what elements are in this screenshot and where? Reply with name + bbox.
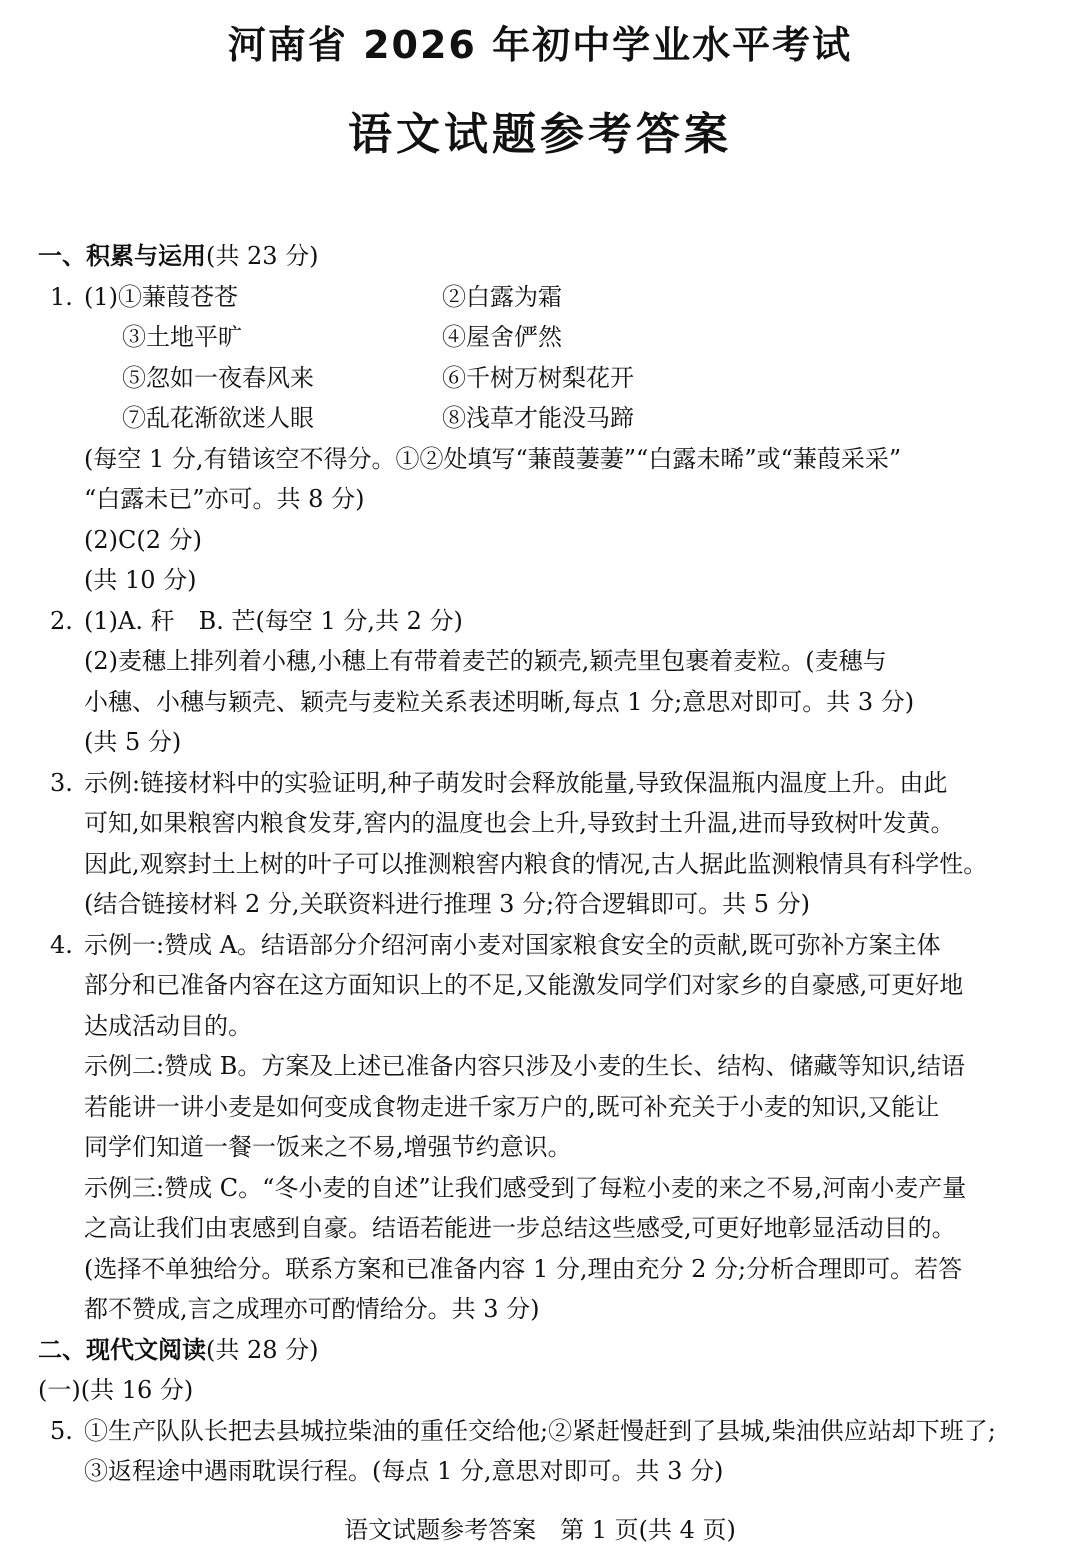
question-number: 4. — [50, 930, 73, 959]
q4-line: 达成活动目的。 — [84, 1011, 252, 1040]
blank-answer: ④屋舍俨然 — [442, 323, 562, 351]
q1-part1-label: (1) — [84, 282, 118, 311]
q4-line: 示例三:赞成 C。“冬小麦的自述”让我们感受到了每粒小麦的来之不易,河南小麦产量 — [84, 1173, 967, 1202]
blank-answer: ⑧浅草才能没马蹄 — [442, 404, 634, 432]
q2-total: (共 5 分) — [84, 728, 182, 756]
q4-line: 之高让我们由衷感到自豪。结语若能进一步总结这些感受,可更好地彰显活动目的。 — [84, 1214, 956, 1242]
q5-line: ③返程途中遇雨耽误行程。(每点 1 分,意思对即可。共 3 分) — [84, 1457, 724, 1485]
q1-row-3 — [38, 358, 1050, 399]
q5-row: 5. ①生产队队长把去县城拉柴油的重任交给他;②紧赶慢赶到了县城,柴油供应站却下班了; — [38, 1411, 1050, 1452]
blank-answer: ⑤忽如一夜春风来 — [122, 363, 314, 392]
exam-title: 河南省 2026 年初中学业水平考试 — [227, 23, 853, 67]
q2-part2: 小穗、小穗与颖壳、颖壳与麦粒关系表述明晰,每点 1 分;意思对即可。共 3 分) — [84, 687, 915, 716]
q4-line: 若能讲一讲小麦是如何变成食物走进千家万户的,既可补充关于小麦的知识,又能让 — [84, 1092, 940, 1121]
q1-part2: (2)C(2 分) — [84, 525, 202, 554]
q1-note: (每空 1 分,有错该空不得分。①②处填写“蒹葭萋萋”“白露未晞”或“蒹葭采采” — [84, 444, 902, 473]
blank-answer: ①蒹葭苍苍 — [118, 282, 238, 311]
question-number: 3. — [50, 768, 73, 797]
q1-row-1 — [38, 277, 1050, 318]
section-heading-1: 一、积累与运用(共 23 分) — [38, 242, 319, 270]
q4-line: 部分和已准备内容在这方面知识上的不足,又能激发同学们对家乡的自豪感,可更好地 — [84, 971, 964, 999]
blank-answer: ③土地平旷 — [122, 323, 242, 351]
q3-line: 可知,如果粮窖内粮食发芽,窖内的温度也会上升,导致封土升温,进而导致树叶发黄。 — [84, 809, 955, 837]
answer-key-title: 语文试题参考答案 — [348, 109, 732, 160]
question-number: 2. — [50, 606, 73, 635]
q4-line: 同学们知道一餐一饭来之不易,增强节约意识。 — [84, 1133, 572, 1161]
q3-row: 3. 示例:链接材料中的实验证明,种子萌发时会释放能量,导致保温瓶内温度上升。由此 — [38, 763, 1050, 804]
question-number: 5. — [50, 1416, 73, 1445]
q1-total: (共 10 分) — [84, 566, 197, 594]
q4-row: 4. 示例一:赞成 A。结语部分介绍河南小麦对国家粮食安全的贡献,既可弥补方案主体 — [38, 925, 1050, 966]
section-heading-2: 二、现代文阅读(共 28 分) — [38, 1335, 319, 1364]
q4-line: 示例二:赞成 B。方案及上述已准备内容只涉及小麦的生长、结构、储藏等知识,结语 — [84, 1052, 965, 1080]
q2-row: 2. (1)A. 秆 B. 芒(每空 1 分,共 2 分) — [38, 601, 1050, 642]
q4-line: (选择不单独给分。联系方案和已准备内容 1 分,理由充分 2 分;分析合理即可。若答 — [84, 1254, 963, 1283]
subsection-label: (一)(共 16 分) — [38, 1376, 194, 1404]
q1-row-4 — [38, 398, 1050, 439]
page-footer: 语文试题参考答案 第 1 页(共 4 页) — [344, 1516, 736, 1544]
question-number: 1. — [50, 282, 73, 311]
blank-answer: ⑥千树万树梨花开 — [442, 363, 634, 392]
blank-answer: ②白露为霜 — [442, 282, 562, 311]
q1-row-2 — [38, 317, 1050, 358]
q2-part2: (2)麦穗上排列着小穗,小穗上有带着麦芒的颖壳,颖壳里包裹着麦粒。(麦穗与 — [84, 647, 887, 675]
q3-line: (结合链接材料 2 分,关联资料进行推理 3 分;符合逻辑即可。共 5 分) — [84, 890, 811, 918]
q4-line: 都不赞成,言之成理亦可酌情给分。共 3 分) — [84, 1295, 540, 1323]
answer-content — [38, 236, 1050, 1492]
blank-answer: ⑦乱花渐欲迷人眼 — [122, 404, 314, 432]
q1-note: “白露未已”亦可。共 8 分) — [84, 485, 365, 513]
q3-line: 因此,观察封土上树的叶子可以推测粮窖内粮食的情况,古人据此监测粮情具有科学性。 — [84, 849, 988, 878]
